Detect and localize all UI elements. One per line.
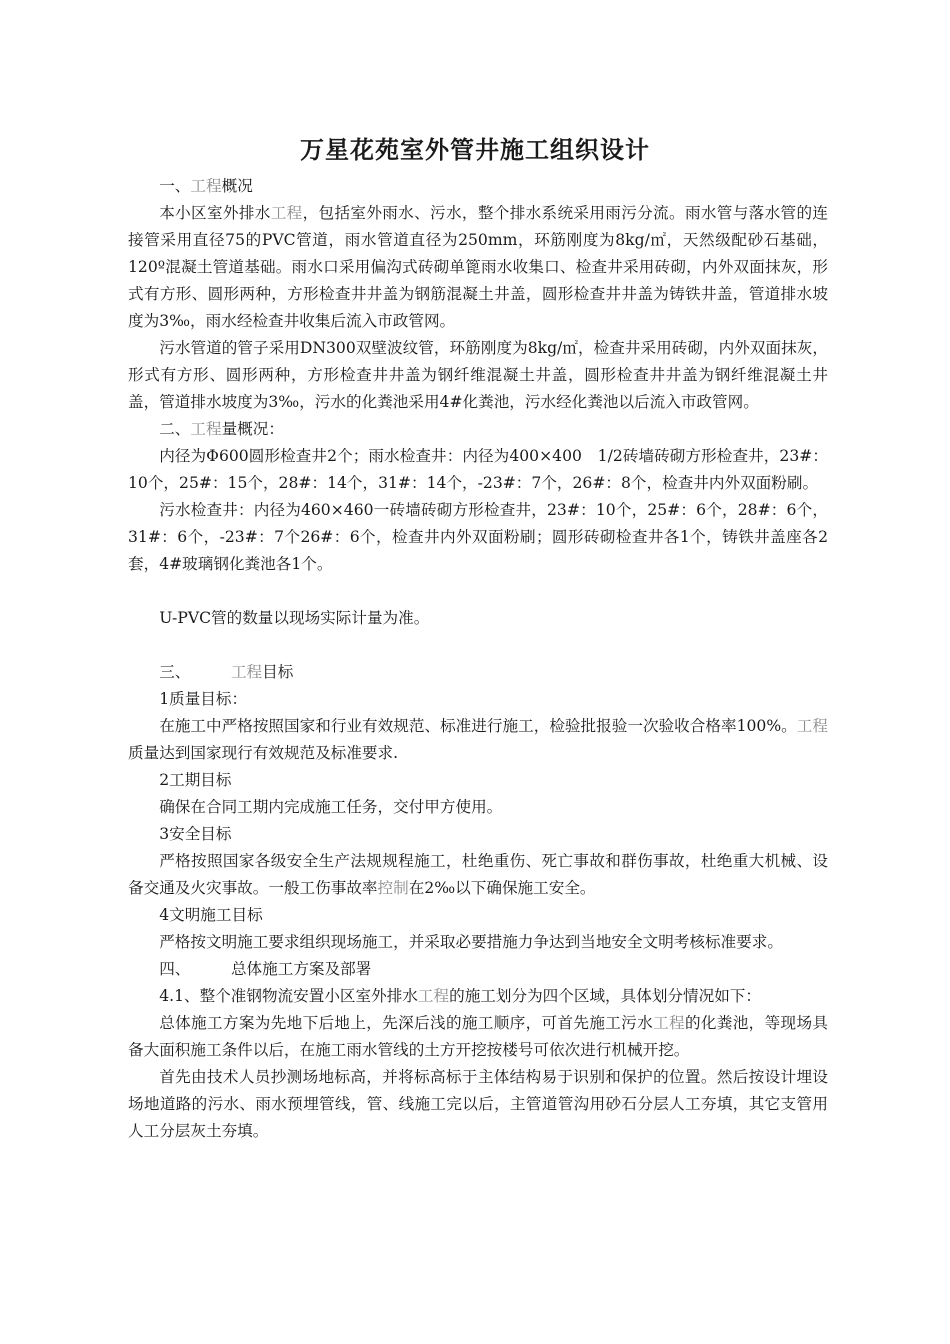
hyperlink-gongcheng[interactable]: 工程 (190, 420, 222, 438)
paragraph-rain-wells: 内径为Φ600圆形检查井2个；雨水检查井：内径为400×400 1/2砖墙砖砌方形检查井，23#：10个，25#：15个，28#：14个，31#：14个，-23#：7个，26#：8个，检查井内外双面粉刷。 (128, 447, 828, 492)
hyperlink-gongcheng[interactable]: 工程 (190, 177, 222, 195)
paragraph-rainwater (128, 200, 828, 335)
paragraph-text: 质量达到国家现行有效规范及标准要求. (128, 744, 399, 762)
paragraph-text: 的施工划分为四个区域，具体划分情况如下： (449, 987, 761, 1005)
section-heading-overview (128, 173, 828, 200)
section-number: 四、 (159, 960, 191, 978)
section-heading-text: 目标 (262, 663, 294, 681)
subheading-safety: 3安全目标 (159, 825, 232, 843)
paragraph-sewage-wells: 污水检查井：内径为460×460一砖墙砖砌方形检查井，23#：10个，25#：6个，28#：6个，31#：6个，-23#：7个26#：6个，检查井内外双面粉刷；圆形砖砌检查井各1个，铸铁井盖座各2套，4#玻璃钢化粪池各1个。 (128, 501, 828, 573)
paragraph-text: 本小区室外排水 (159, 204, 271, 222)
hyperlink-gongcheng[interactable]: 工程 (417, 987, 450, 1005)
paragraph-text: 总体施工方案为先地下后地上，先深后浅的施工顺序，可首先施工污水 (159, 1014, 654, 1032)
hyperlink-gongcheng[interactable]: 工程 (270, 204, 303, 222)
paragraph-text: 在施工中严格按照国家和行业有效规范、标准进行施工，检验批报验一次验收合格率100%。 (159, 717, 797, 735)
hyperlink-gongcheng[interactable]: 工程 (230, 663, 263, 681)
paragraph-text: 4.1、整个准钢物流安置小区室外排水 (159, 987, 418, 1005)
subheading-schedule: 2工期目标 (159, 771, 232, 789)
paragraph-sewage: 污水管道的管子采用DN300双壁波纹管，环筋刚度为8kg/㎡，检查井采用砖砌，内外双面抹灰，形式有方形、圆形两种，方形检查井井盖为钢纤维混凝土井盖，圆形检查井井盖为钢纤维混凝土井盖，管道排水坡度为3‰，污水的化粪池采用4#化粪池，污水经化粪池以后流入市政管网。 (128, 339, 828, 411)
paragraph-surveying: 首先由技术人员抄测场地标高，并将标高标于主体结构易于识别和保护的位置。然后按设计埋设场地道路的污水、雨水预埋管线，管、线施工完以后，主管道管沟用砂石分层人工夯填，其它支管用人工分层灰土夯填。 (128, 1068, 828, 1140)
section-heading-quantity (128, 416, 828, 443)
document-body (128, 173, 828, 1145)
section-heading-text: 总体施工方案及部署 (230, 960, 372, 978)
section-number: 一、 (159, 177, 191, 195)
document-title: 万星花苑室外管井施工组织设计 (300, 135, 650, 164)
paragraph-upvc-note: U-PVC管的数量以现场实际计量为准。 (159, 609, 430, 627)
paragraph-zoning (128, 983, 828, 1010)
subheading-civilized: 4文明施工目标 (159, 906, 263, 924)
hyperlink-gongcheng[interactable]: 工程 (653, 1014, 685, 1032)
section-heading-plan (128, 956, 828, 983)
paragraph-quality (128, 713, 828, 767)
paragraph-text: ，包括室外雨水、污水，整个排水系统采用雨污分流。雨水管与落水管的连接管采用直径75的PVC管道，雨水管道直径为250mm，环筋刚度为8kg/㎡，天然级配砂石基础，120º混凝土管道基础。雨水口采用偏沟式砖砌单篦雨水收集口、检查井采用砖砌，内外双面抹灰，形式有方形、圆形两种，方形检查井井盖为钢筋混凝土井盖，圆形检查井井盖为铸铁井盖，管道排水坡度为3‰，雨水经检查井收集后流入市政管网。 (128, 204, 828, 330)
blank-line (128, 632, 828, 659)
section-heading-text: 量概况： (221, 420, 284, 438)
hyperlink-kongzhi[interactable]: 控制 (377, 879, 409, 897)
blank-line (128, 578, 828, 605)
paragraph-civilized: 严格按文明施工要求组织现场施工，并采取必要措施力争达到当地安全文明考核标准要求。 (159, 933, 783, 951)
section-heading-goals (128, 659, 828, 686)
paragraph-text: 严格按照国家各级安全生产法规规程施工，杜绝重伤、死亡事故和群伤事故，杜绝重大机械、设备交通及火灾事故。一般工伤事故率 (128, 852, 828, 897)
paragraph-safety (128, 848, 828, 902)
paragraph-text: 的化粪池，等现场具备大面积施工条件以后，在施工雨水管线的土方开挖按楼号可依次进行机械开挖。 (128, 1014, 828, 1059)
hyperlink-gongcheng[interactable]: 工程 (796, 717, 828, 735)
paragraph-text: 在2‰以下确保施工安全。 (408, 879, 596, 897)
section-heading-text: 概况 (221, 177, 253, 195)
paragraph-schedule: 确保在合同工期内完成施工任务，交付甲方使用。 (159, 798, 503, 816)
section-number: 三、 (159, 663, 191, 681)
section-number: 二、 (159, 420, 191, 438)
paragraph-overall-plan (128, 1010, 828, 1064)
subheading-quality: 1质量目标： (159, 690, 248, 708)
